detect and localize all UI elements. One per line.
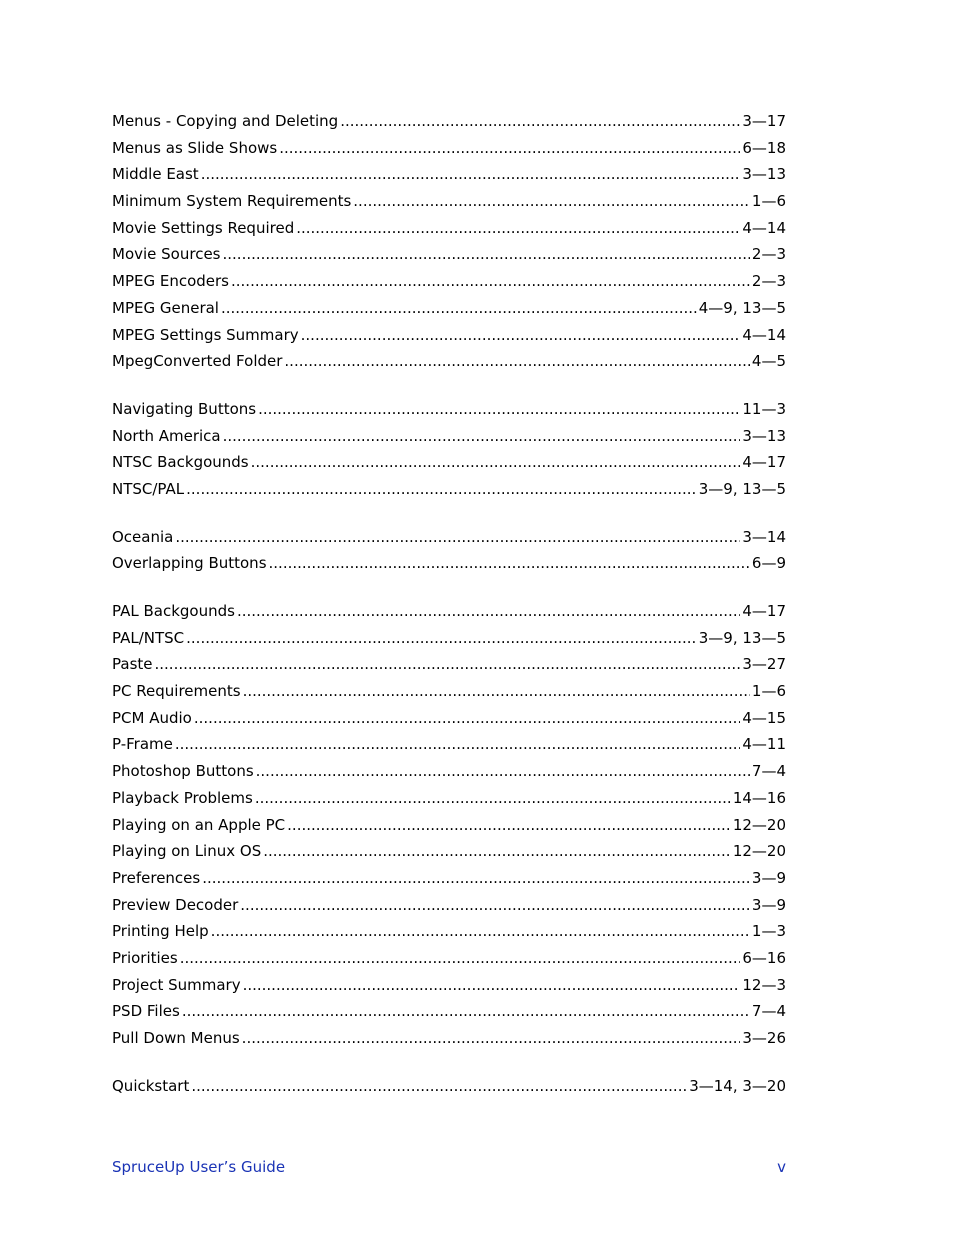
index-entry <box>112 865 786 892</box>
index-term: Movie Settings Required <box>112 218 295 237</box>
index-pages: 1—3 <box>751 922 786 941</box>
index-entry <box>112 812 786 839</box>
index-term: Priorities <box>112 948 178 967</box>
index-entry <box>112 550 786 577</box>
index-term: Photoshop Buttons <box>112 762 254 781</box>
index-entry <box>112 348 786 375</box>
index-entry <box>112 678 786 705</box>
dot-leader <box>223 241 750 268</box>
index-entry <box>112 651 786 678</box>
index-group <box>112 108 786 375</box>
dot-leader <box>221 295 697 322</box>
index-term: Menus as Slide Shows <box>112 138 278 157</box>
index-entry <box>112 945 786 972</box>
index-pages: 3—13 <box>742 165 786 184</box>
dot-leader <box>263 838 731 865</box>
index-pages: 3—9, 13—5 <box>698 628 786 647</box>
index-entry <box>112 241 786 268</box>
index-term: Printing Help <box>112 922 209 941</box>
index-entry <box>112 785 786 812</box>
index-term: PC Requirements <box>112 682 241 701</box>
index-pages: 3—27 <box>742 655 786 674</box>
index-pages: 3—9 <box>751 895 786 914</box>
index-pages: 4—5 <box>751 352 786 371</box>
index-pages: 4—9, 13—5 <box>698 298 786 317</box>
index-pages: 3—13 <box>742 426 786 445</box>
index-group <box>112 598 786 1052</box>
index-entry <box>112 295 786 322</box>
index-pages: 6—9 <box>751 554 786 573</box>
index-pages: 12—3 <box>742 975 786 994</box>
index-pages: 3—17 <box>742 112 786 130</box>
index-entry <box>112 838 786 865</box>
dot-leader <box>237 598 740 625</box>
index-pages: 2—3 <box>751 245 786 264</box>
index-term: MpegConverted Folder <box>112 352 283 371</box>
index-group <box>112 524 786 577</box>
dot-leader <box>186 476 697 503</box>
index-entry <box>112 135 786 162</box>
index-pages: 4—14 <box>742 325 786 344</box>
index-pages: 7—4 <box>751 762 786 781</box>
index-entry <box>112 524 786 551</box>
index-entry <box>112 1073 786 1100</box>
index-entry <box>112 598 786 625</box>
dot-leader <box>175 524 740 551</box>
index-term: Navigating Buttons <box>112 399 257 418</box>
index-entry <box>112 705 786 732</box>
index-entry <box>112 449 786 476</box>
dot-leader <box>287 812 731 839</box>
index-pages: 4—17 <box>742 602 786 620</box>
index-pages: 2—3 <box>751 272 786 291</box>
index-pages: 1—6 <box>751 192 786 211</box>
index-pages: 12—20 <box>732 842 786 861</box>
index-list <box>112 108 786 1099</box>
index-group <box>112 1073 786 1100</box>
dot-leader <box>243 678 750 705</box>
index-entry <box>112 322 786 349</box>
index-pages: 4—15 <box>742 708 786 727</box>
index-term: Playing on an Apple PC <box>112 815 286 834</box>
dot-leader <box>191 1073 687 1100</box>
index-term: Minimum System Requirements <box>112 192 352 211</box>
index-entry <box>112 972 786 999</box>
dot-leader <box>255 785 731 812</box>
dot-leader <box>202 865 750 892</box>
dot-leader <box>186 625 697 652</box>
index-term: Project Summary <box>112 975 241 994</box>
dot-leader <box>353 188 750 215</box>
index-term: PSD Files <box>112 1002 180 1021</box>
dot-leader <box>223 423 741 450</box>
index-term: MPEG Encoders <box>112 272 229 291</box>
dot-leader <box>211 918 750 945</box>
index-entry <box>112 215 786 242</box>
index-entry <box>112 188 786 215</box>
index-entry <box>112 423 786 450</box>
dot-leader <box>231 268 750 295</box>
index-pages: 4—14 <box>742 218 786 237</box>
footer-page-number: v <box>777 1158 786 1176</box>
index-entry <box>112 396 786 423</box>
dot-leader <box>242 1025 741 1052</box>
dot-leader <box>256 758 750 785</box>
dot-leader <box>180 945 741 972</box>
dot-leader <box>201 161 741 188</box>
index-pages: 14—16 <box>732 788 786 807</box>
dot-leader <box>284 348 750 375</box>
dot-leader <box>251 449 741 476</box>
index-term: PAL Backgounds <box>112 602 235 620</box>
index-term: NTSC/PAL <box>112 479 185 498</box>
index-term: Oceania <box>112 527 174 546</box>
index-entry <box>112 108 786 135</box>
dot-leader <box>269 550 750 577</box>
index-entry <box>112 1025 786 1052</box>
index-term: Playback Problems <box>112 788 253 807</box>
index-pages: 3—26 <box>742 1029 786 1047</box>
index-pages: 3—9, 13—5 <box>698 479 786 498</box>
index-pages: 4—11 <box>742 735 786 754</box>
dot-leader <box>301 322 741 349</box>
index-term: Paste <box>112 655 153 674</box>
index-pages: 3—14 <box>742 527 786 546</box>
dot-leader <box>340 108 740 135</box>
dot-leader <box>243 972 741 999</box>
index-entry <box>112 918 786 945</box>
footer-title: SpruceUp User’s Guide <box>112 1158 286 1176</box>
index-pages: 3—14, 3—20 <box>689 1076 786 1095</box>
index-pages: 6—18 <box>742 138 786 157</box>
index-pages: 12—20 <box>732 815 786 834</box>
index-entry <box>112 268 786 295</box>
index-term: PAL/NTSC <box>112 628 185 647</box>
dot-leader <box>279 135 740 162</box>
dot-leader <box>258 396 740 423</box>
index-entry <box>112 161 786 188</box>
index-term: Preview Decoder <box>112 895 239 914</box>
index-entry <box>112 892 786 919</box>
index-entry <box>112 625 786 652</box>
index-pages: 11—3 <box>742 399 786 418</box>
index-term: PCM Audio <box>112 708 192 727</box>
index-entry <box>112 758 786 785</box>
index-pages: 1—6 <box>751 682 786 701</box>
index-term: Middle East <box>112 165 199 184</box>
dot-leader <box>194 705 740 732</box>
dot-leader <box>175 731 740 758</box>
page-footer <box>112 1158 786 1176</box>
dot-leader <box>182 998 750 1025</box>
index-term: NTSC Backgounds <box>112 453 249 472</box>
index-pages: 6—16 <box>742 948 786 967</box>
index-term: MPEG Settings Summary <box>112 325 299 344</box>
index-entry <box>112 476 786 503</box>
index-pages: 7—4 <box>751 1002 786 1021</box>
index-pages: 3—9 <box>751 868 786 887</box>
index-term: MPEG General <box>112 298 219 317</box>
index-pages: 4—17 <box>742 453 786 472</box>
index-term: Movie Sources <box>112 245 221 264</box>
index-term: Playing on Linux OS <box>112 842 262 861</box>
index-term: Quickstart <box>112 1076 190 1095</box>
dot-leader <box>296 215 740 242</box>
dot-leader <box>155 651 741 678</box>
index-entry <box>112 731 786 758</box>
index-term: Preferences <box>112 868 201 887</box>
index-entry <box>112 998 786 1025</box>
index-term: Menus - Copying and Deleting <box>112 112 339 130</box>
index-term: North America <box>112 426 221 445</box>
dot-leader <box>240 892 750 919</box>
index-group <box>112 396 786 503</box>
index-term: Overlapping Buttons <box>112 554 267 573</box>
index-term: P-Frame <box>112 735 173 754</box>
index-term: Pull Down Menus <box>112 1029 240 1047</box>
